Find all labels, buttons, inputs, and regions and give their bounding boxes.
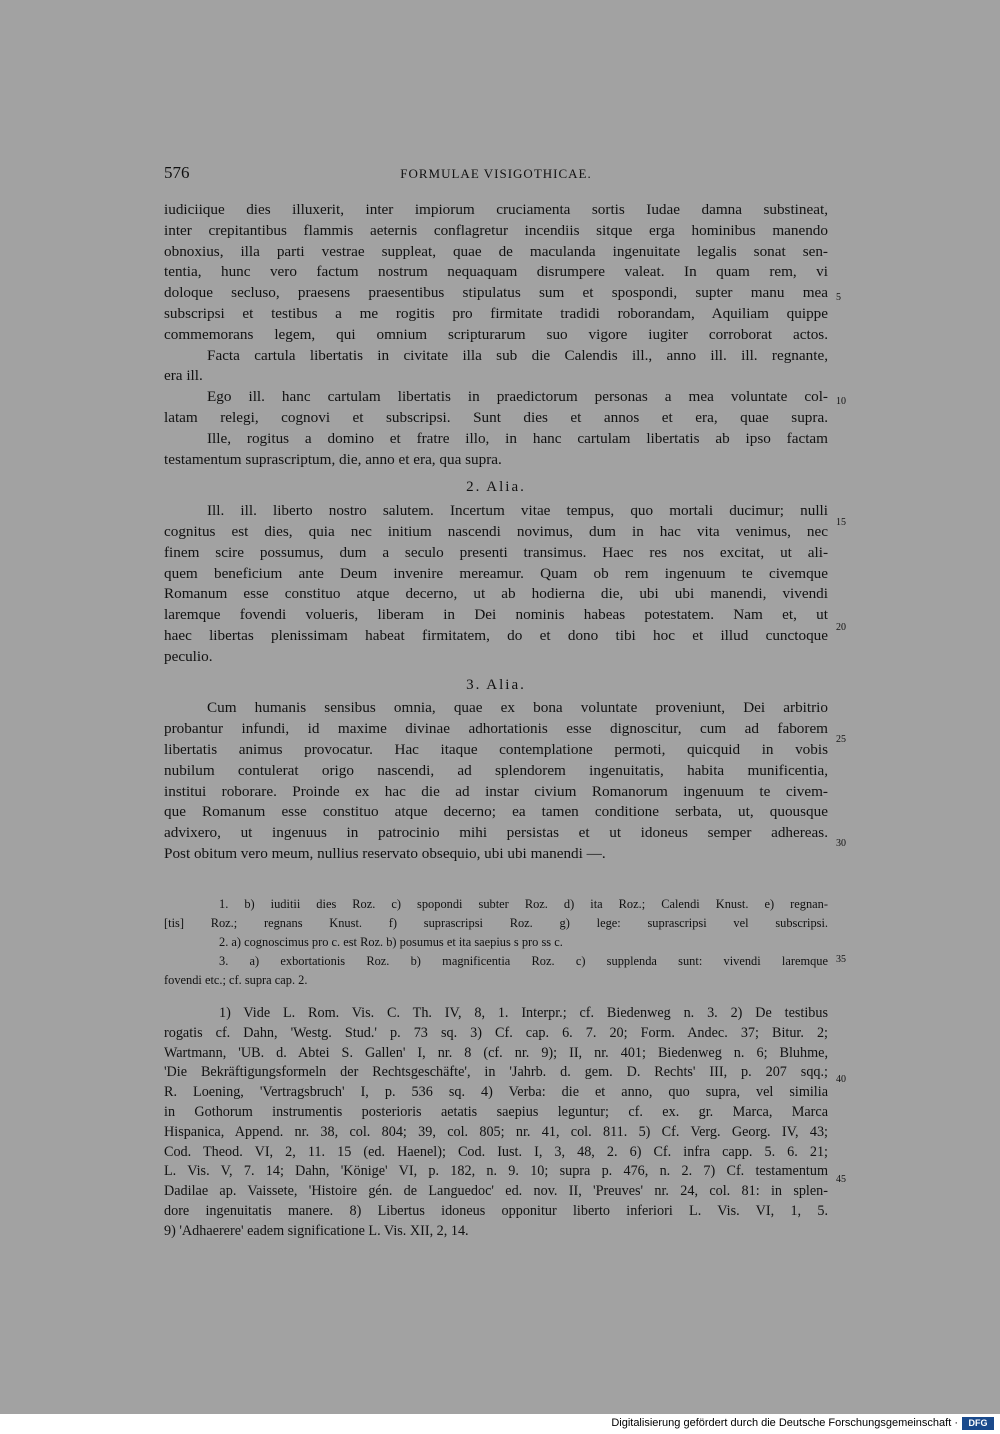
apparatus-line: 2. a) cognoscimus pro c. est Roz. b) posumus et ita saepius s pro ss c. (219, 935, 563, 949)
text-line: haec libertas plenissimam habeat firmitatem, do et dono tibi hoc et illud cunctoque (164, 626, 828, 644)
page-header (164, 163, 828, 183)
text-line: Romanum esse constituo atque decerno, ut ab hodierna die, ubi ubi manendi, vivendi (164, 585, 828, 603)
footnote-line: 9) 'Adhaerere' eadem significatione L. Vis. XII, 2, 14. (164, 1222, 469, 1239)
line-number: 15 (836, 517, 846, 528)
text-line: era ill. (164, 367, 203, 385)
line-number: 45 (836, 1174, 846, 1185)
section-heading: 2. Alia. (466, 479, 526, 496)
footnote-line: 'Die Bekräftigungsformeln der Rechtsgeschäfte', in 'Jahrb. d. gem. D. Rechts' III, p. 207 sqq.; (164, 1064, 828, 1081)
line-number: 40 (836, 1074, 846, 1085)
main-text (164, 200, 828, 865)
text-line: libertatis animus provocatur. Hac itaque contemplatione permoti, quicquid in vobis (164, 740, 828, 758)
text-line: laremque fovendi volueris, liberam in Dei nominis habeas potestatem. Nam et, ut (164, 606, 828, 624)
text-line: iudiciique dies illuxerit, inter impiorum cruciamenta sortis Iudae damna substineat, (164, 201, 828, 218)
footnote-line: dore ingenuitatis manere. 8) Libertus idoneus opponitur liberto inferiori L. Vis. VI, 1, 5. (164, 1202, 828, 1219)
footnote-line: R. Loening, 'Vertragsbruch' I, p. 536 sq. 4) Verba: die et anno, quo supra, vel similia (164, 1084, 828, 1101)
apparatus-line: 1. b) iuditii dies Roz. c) spopondi subter Roz. d) ita Roz.; Calendi Knust. e) regnan- (219, 897, 828, 911)
apparatus-line: [tis] Roz.; regnans Knust. f) suprascripsi Roz. g) lege: suprascripsi vel subscripsi. (164, 916, 828, 930)
line-number: 35 (836, 954, 846, 965)
text-line: commemorans legem, qui omnium scripturarum suo vigore iugiter corroborat actos. (164, 325, 828, 343)
footnote-line: Dadilae ap. Vaissete, 'Histoire gén. de Languedoc' ed. nov. II, 'Preuves' nr. 24, col. 81: in splen- (164, 1183, 828, 1200)
text-line: Facta cartula libertatis in civitate illa sub die Calendis ill., anno ill. ill. regnante, (207, 346, 828, 364)
text-line: Post obitum vero meum, nullius reservato obsequio, ubi ubi manendi —. (164, 844, 606, 862)
footnote-line: Wartmann, 'UB. d. Abtei S. Gallen' I, nr. 8 (cf. nr. 9); II, nr. 401; Biedenweg n. 6; Bluhme, (164, 1044, 828, 1061)
apparatus-line: fovendi etc.; cf. supra cap. 2. (164, 973, 308, 987)
funding-notice: Digitalisierung gefördert durch die Deutsche Forschungsgemeinschaft · (611, 1417, 958, 1429)
text-line: advixero, ut ingenuus in patrocinio mihi persistas et ut idoneus semper adhereas. (164, 824, 828, 842)
text-line: inter crepitantibus flammis aeternis conflagretur incendiis sitque erga hominibus manendo (164, 221, 828, 239)
text-line: Cum humanis sensibus omnia, quae ex bona voluntate proveniunt, Dei arbitrio (207, 699, 828, 717)
footnote-line: in Gothorum instrumentis posterioris aetatis saepius leguntur; cf. ex. gr. Marca, Marca (164, 1103, 828, 1120)
apparatus-line: 3. a) exbortationis Roz. b) magnificentia Roz. c) supplenda sunt: vivendi laremque (219, 954, 828, 968)
text-line: testamentum suprascriptum, die, anno et era, qua supra. (164, 450, 502, 468)
line-number: 10 (836, 396, 846, 407)
line-number: 5 (836, 292, 841, 303)
text-line: latam relegi, cognovi et subscripsi. Sunt dies et annos et era, quae supra. (164, 408, 828, 426)
running-title: FORMULAE VISIGOTHICAE. (400, 166, 592, 181)
text-line: institui roborare. Proinde ex hac die ad instar civium Romanorum ingenuum te civem- (164, 782, 828, 800)
text-line: Ille, rogitus a domino et fratre illo, in hanc cartulam libertatis ab ipso factam (207, 429, 828, 447)
footnote-line: Hispanica, Append. nr. 38, col. 804; 39, col. 805; nr. 41, col. 811. 5) Cf. Verg. Georg. IV, 43; (164, 1123, 828, 1140)
footnote-line: Cod. Theod. VI, 2, 11. 15 (ed. Haenel); Cod. Iust. I, 3, 48, 2. 6) Cf. infra capp. 5. 6. 21; (164, 1143, 828, 1160)
text-line: quem beneficium ante Deum invenire mereamur. Quam ob rem ingenuum te civemque (164, 564, 828, 582)
text-line: doloque secluso, praesens praesentibus stipulatus sum et spospondi, supter manu mea (164, 284, 828, 302)
text-line: finem scire possumus, dum a seculo presenti transimus. Haec res nos excitat, ut ali- (164, 543, 828, 561)
text-line: obnoxius, illa parti vestrae suppleat, quae de maculanda ingenuitate legalis sonat sen- (164, 242, 828, 260)
page-number: 576 (164, 163, 190, 182)
text-line: Ill. ill. liberto nostro salutem. Incertum vitae tempus, quo mortali ducimur; nulli (207, 502, 828, 520)
footnote-line: 1) Vide L. Rom. Vis. C. Th. IV, 8, 1. Interpr.; cf. Biedenweg n. 3. 2) De testibus (219, 1005, 828, 1021)
line-number: 20 (836, 622, 846, 633)
footnote-line: L. Vis. V, 7. 14; Dahn, 'Könige' VI, p. 182, n. 9. 10; supra p. 476, n. 2. 7) Cf. testamentum (164, 1163, 828, 1180)
section-heading: 3. Alia. (466, 676, 526, 693)
line-number: 30 (836, 838, 846, 849)
dfg-logo[interactable]: DFG (962, 1417, 994, 1430)
text-line: nubilum contulerat origo nascendi, ad splendorem ingenuitatis, habita munificentia, (164, 761, 828, 779)
footer-bar (0, 1414, 1000, 1434)
text-line: tentia, hunc vero factum nostrum nequaquam disrumpere valeat. In quam rem, vi (164, 263, 828, 281)
text-line: Ego ill. hanc cartulam libertatis in praedictorum personas a mea voluntate col- (207, 388, 828, 406)
footnote-line: rogatis cf. Dahn, 'Westg. Stud.' p. 73 sq. 3) Cf. cap. 6. 7. 20; Form. Andec. 37; Bitur. 2; (164, 1024, 828, 1041)
text-line: que Romanum esse constituo atque decerno; ea tamen conditione serbata, ut, quousque (164, 803, 828, 821)
text-line: peculio. (164, 647, 213, 665)
text-line: subscripsi et testibus a me rogitis pro firmitate tradidi roborandam, Aquiliam quippe (164, 304, 828, 322)
text-line: probantur infundi, id maxime divinae adhortationis esse dignoscitur, cum ad faborem (164, 720, 828, 738)
line-number: 25 (836, 734, 846, 745)
footnotes (164, 1004, 828, 1242)
text-line: cognitus est dies, quia nec initium nascendi novimus, dum in hac vita venimus, nec (164, 522, 828, 540)
critical-apparatus (164, 895, 828, 990)
